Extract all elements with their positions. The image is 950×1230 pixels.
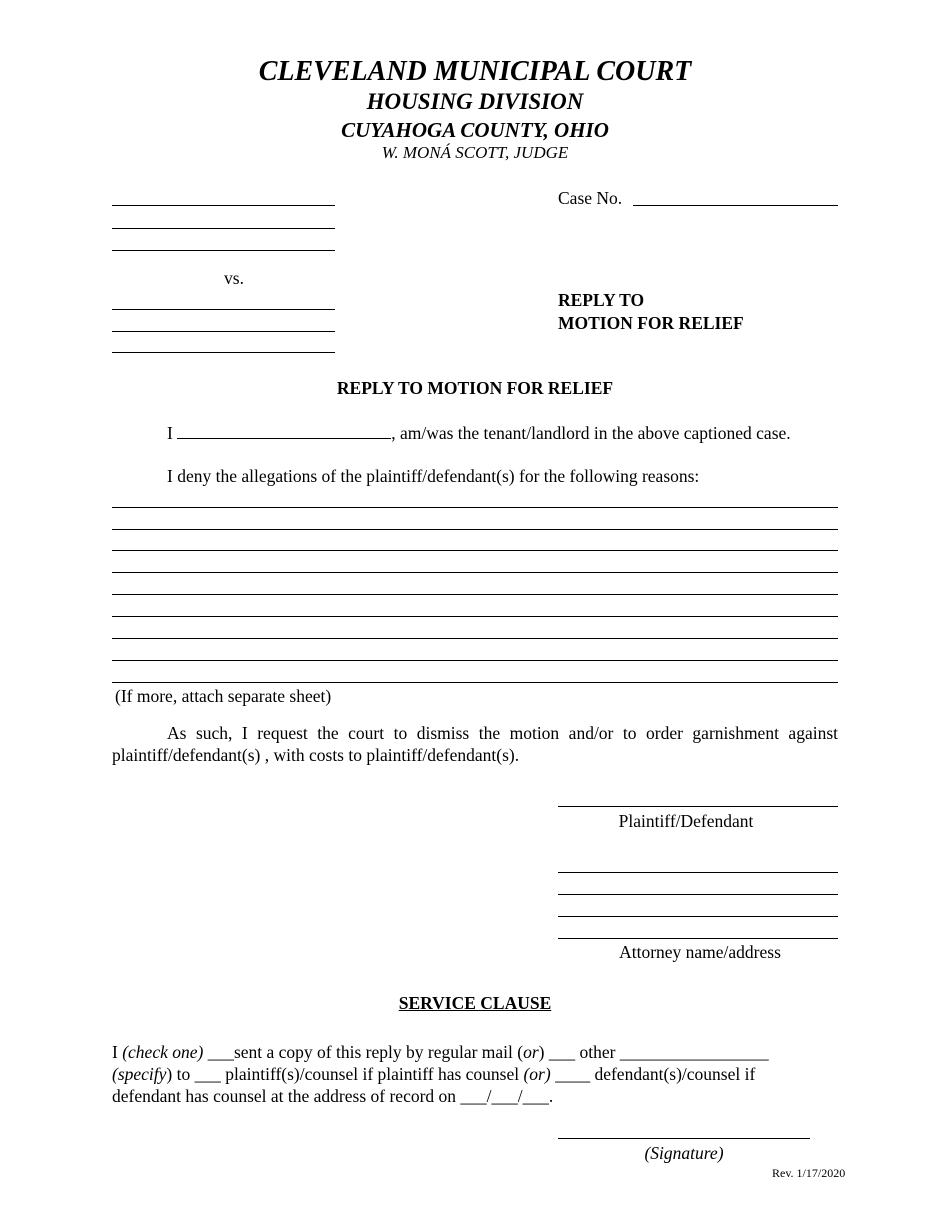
service-other-text: ) ___ other _________________ (538, 1042, 769, 1062)
reason-line-4[interactable] (112, 572, 838, 573)
service-line-1 (112, 1041, 852, 1063)
reason-line-6[interactable] (112, 616, 838, 617)
case-no-label: Case No. (558, 188, 623, 208)
or-label: or (523, 1042, 539, 1062)
attorney-line-2[interactable] (558, 894, 838, 895)
specify-label: (specify (112, 1064, 167, 1084)
deny-statement: I deny the allegations of the plaintiff/defendant(s) for the following reasons: (167, 466, 700, 486)
reason-line-3[interactable] (112, 550, 838, 551)
party-signature-line[interactable] (558, 806, 838, 807)
judge-name: W. MONÁ SCOTT, JUDGE (381, 143, 569, 162)
service-signature-line[interactable] (558, 1138, 810, 1139)
attorney-line-4[interactable] (558, 938, 838, 939)
service-line-3: defendant has counsel at the address of record on ___/___/___. (112, 1086, 554, 1106)
service-defendant-text: ____ defendant(s)/counsel if (555, 1064, 756, 1084)
service-paragraph (112, 1041, 852, 1107)
court-name: CLEVELAND MUNICIPAL COURT (258, 56, 692, 87)
plaintiff-line-2[interactable] (112, 228, 335, 229)
reason-line-8[interactable] (112, 660, 838, 661)
county-name: CUYAHOGA COUNTY, OHIO (341, 118, 609, 142)
division-name: HOUSING DIVISION (366, 89, 584, 114)
doc-title-line2: MOTION FOR RELIEF (558, 313, 744, 333)
doc-title-line1: REPLY TO (558, 290, 645, 310)
plaintiff-line-3[interactable] (112, 250, 335, 251)
case-no-field[interactable] (633, 205, 838, 206)
statement-suffix: , am/was the tenant/landlord in the above captioned case. (391, 423, 791, 443)
reason-line-7[interactable] (112, 638, 838, 639)
check-one-label: (check one) (122, 1042, 204, 1062)
body-heading: REPLY TO MOTION FOR RELIEF (336, 378, 614, 398)
revision-note: Rev. 1/17/2020 (772, 1166, 846, 1180)
request-paragraph: As such, I request the court to dismiss the motion and/or to order garnishment against plaintiff/defendant(s) , with costs to plaintiff/defendant(s). (112, 723, 838, 765)
or-label-2: (or) (523, 1064, 551, 1084)
attorney-line-3[interactable] (558, 916, 838, 917)
signature-label: (Signature) (644, 1143, 724, 1163)
defendant-line-2[interactable] (112, 331, 335, 332)
service-heading: SERVICE CLAUSE (398, 993, 552, 1013)
reason-line-9[interactable] (112, 682, 838, 683)
service-i: I (112, 1042, 118, 1062)
service-to-text: ) to ___ plaintiff(s)/counsel if plaintiff has counsel (166, 1064, 520, 1084)
attach-note: (If more, attach separate sheet) (115, 686, 332, 706)
name-field[interactable] (177, 437, 391, 439)
service-line-2 (112, 1063, 852, 1085)
statement-prefix: I (167, 423, 173, 443)
reason-line-2[interactable] (112, 529, 838, 530)
attorney-label: Attorney name/address (619, 942, 781, 962)
tenant-statement (167, 423, 791, 444)
reason-line-5[interactable] (112, 594, 838, 595)
defendant-line-3[interactable] (112, 352, 335, 353)
party-label: Plaintiff/Defendant (618, 811, 754, 831)
attorney-line-1[interactable] (558, 872, 838, 873)
plaintiff-line-1[interactable] (112, 205, 335, 206)
versus-label: vs. (224, 268, 244, 288)
service-sent-text: ___sent a copy of this reply by regular mail ( (207, 1042, 524, 1062)
reason-line-1[interactable] (112, 507, 838, 508)
defendant-line-1[interactable] (112, 309, 335, 310)
